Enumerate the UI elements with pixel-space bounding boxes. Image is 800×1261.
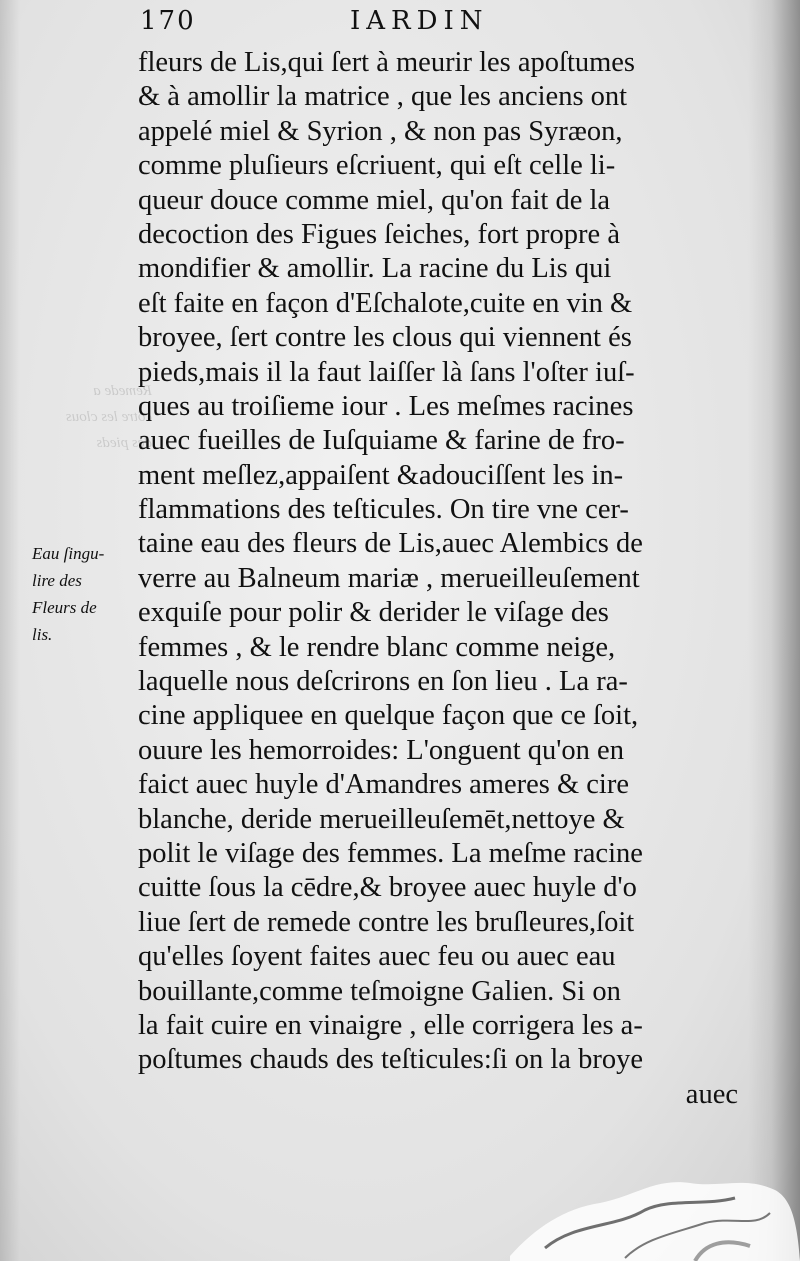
page-gutter-shadow <box>0 0 20 1261</box>
text-line: bouillante,comme teſmoigne Galien. Si on <box>138 975 621 1007</box>
text-line: pieds,mais il la faut laiſſer là ſans l'oſter iuſ- <box>138 356 635 388</box>
marginal-note-line: Fleurs de <box>32 598 97 617</box>
text-line: fleurs de Lis,qui ſert à meurir les apoſtumes <box>138 47 636 78</box>
text-line: ques au troiſieme iour . Les meſmes racines <box>138 390 634 422</box>
text-line: cine appliquee en quelque façon que ce ſoit, <box>138 700 639 732</box>
text-line: eſt faite en façon d'Eſchalote,cuite en vin & <box>138 287 633 319</box>
text-line: qu'elles ſoyent faites auec feu ou auec eau <box>138 941 616 973</box>
text-line: poſtumes chauds des teſticules:ſi on la broye <box>138 1044 643 1076</box>
text-line: & à amollir la matrice , que les anciens ont <box>138 81 628 113</box>
marginal-note-line: lire des <box>32 571 82 590</box>
text-line: taine eau des fleurs de Lis,auec Alembics de <box>138 528 643 560</box>
text-line: polit le viſage des femmes. La meſme racine <box>138 837 643 869</box>
marginal-note-line: lis. <box>32 625 53 644</box>
marginal-note-line: Eau ſingu- <box>32 544 105 563</box>
running-title: IARDIN <box>350 6 489 36</box>
text-line: broyee, ſert contre les clous qui viennent és <box>138 322 632 354</box>
text-line: femmes , & le rendre blanc comme neige, <box>138 631 616 663</box>
marginal-note <box>32 540 136 648</box>
body-text <box>138 46 738 1112</box>
text-line: la fait cuire en vinaigre , elle corrigera les a- <box>138 1009 643 1041</box>
catchword: auec <box>685 1078 738 1110</box>
text-line: appelé miel & Syrion , & non pas Syræon, <box>138 115 623 147</box>
text-line: laquelle nous deſcrirons en ſon lieu . La ra- <box>138 666 628 698</box>
text-line: cuitte ſous la cēdre,& broyee auec huyle d'o <box>138 872 637 904</box>
page-header <box>140 6 740 40</box>
text-line: verre au Balneum mariæ , merueilleuſement <box>138 562 640 594</box>
text-line: comme pluſieurs eſcriuent, qui eſt celle li- <box>138 150 616 182</box>
show-through-text: Remede a cōtre les clous des pieds <box>65 383 152 451</box>
page-number: 170 <box>140 6 196 36</box>
text-line: ment meſlez,appaiſent &adouciſſent les in- <box>138 459 624 491</box>
text-line: mondifier & amollir. La racine du Lis qui <box>138 253 612 285</box>
text-line: liue ſert de remede contre les bruſleures,ſoit <box>138 906 635 938</box>
text-line: ouure les hemorroides: L'onguent qu'on en <box>138 734 624 766</box>
text-line: blanche, deride merueilleuſemēt,nettoye & <box>138 803 625 835</box>
text-line: faict auec huyle d'Amandres ameres & cire <box>138 769 629 801</box>
text-line: exquiſe pour polir & derider le viſage des <box>138 597 609 629</box>
page-edge-shadow <box>748 0 800 1261</box>
text-line: queur douce comme miel, qu'on fait de la <box>138 184 611 216</box>
text-line: auec fueilles de Iuſquiame & farine de fro- <box>138 425 625 457</box>
paper-damage-stain <box>505 1168 800 1261</box>
text-line: flammations des teſticules. On tire vne cer- <box>138 494 629 526</box>
text-line: decoction des Figues ſeiches, fort propre à <box>138 218 620 250</box>
